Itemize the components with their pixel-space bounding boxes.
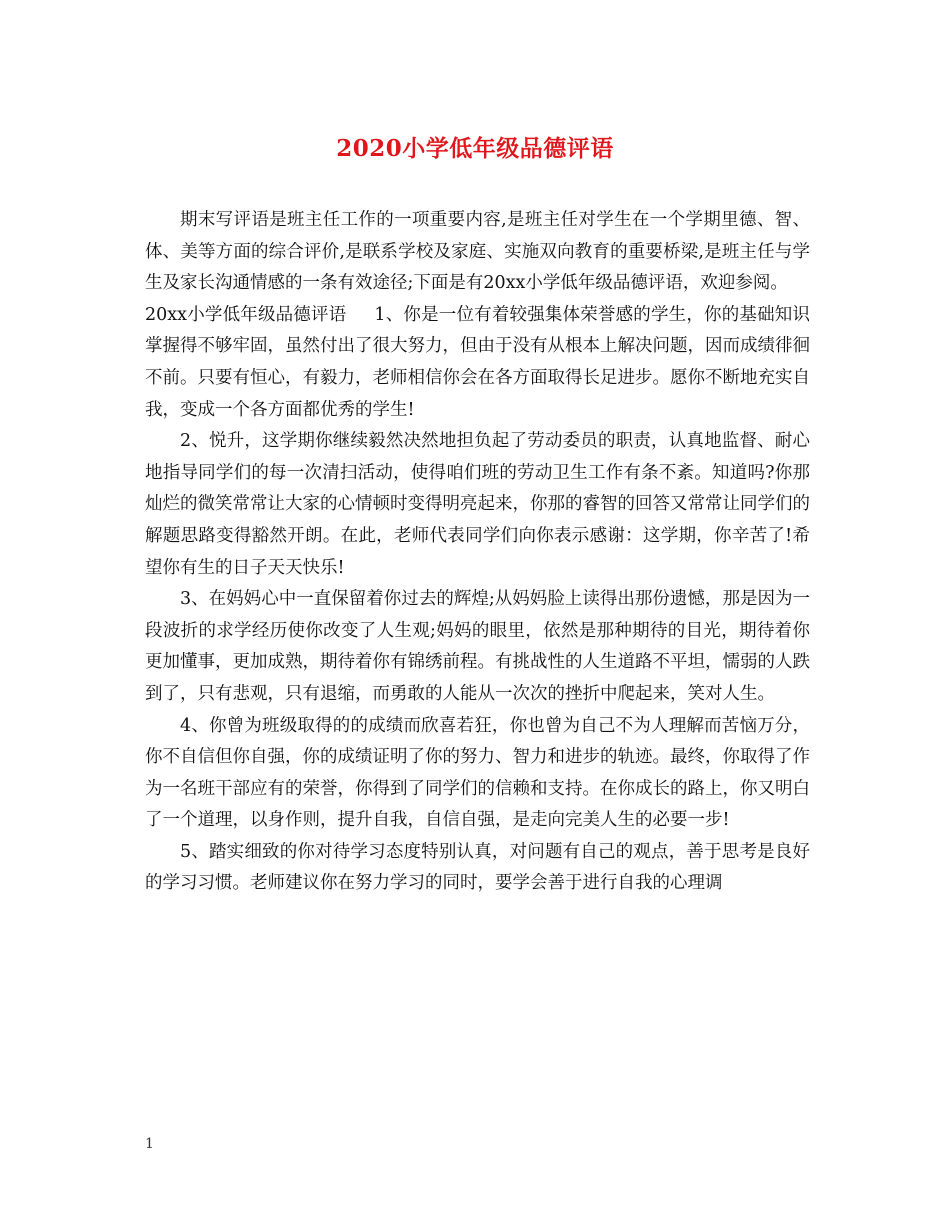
page-number: 1 xyxy=(145,1136,154,1152)
paragraph-3: 3、在妈妈心中一直保留着你过去的辉煌;从妈妈脸上读得出那份遗憾，那是因为一段波折的求学经历使你改变了人生观;妈妈的眼里，依然是那种期待的目光，期待着你更加懂事，更加成熟，期待着你有锦绣前程。有挑战性的人生道路不平坦，懦弱的人跌到了，只有悲观，只有退缩，而勇敢的人能从一次次的挫折中爬起来，笑对人生。 xyxy=(145,589,810,704)
paragraph-5: 5、踏实细致的你对待学习态度特别认真，对问题有自己的观点，善于思考是良好的学习习惯。老师建议你在努力学习的同时，要学会善于进行自我的心理调 xyxy=(145,841,810,894)
section-heading: 20xx小学低年级品德评语 xyxy=(145,304,347,325)
intro-paragraph: 期末写评语是班主任工作的一项重要内容,是班主任对学生在一个学期里德、智、体、美等方面的综合评价,是联系学校及家庭、实施双向教育的重要桥梁,是班主任与学生及家长沟通情感的一条有效途径;下面是有20xx小学低年级品德评语，欢迎参阅。 xyxy=(145,210,810,294)
document-body xyxy=(145,205,810,900)
paragraph-1-text: 1、你是一位有着较强集体荣誉感的学生，你的基础知识掌握得不够牢固，虽然付出了很大努力，但由于没有从根本上解决问题，因而成绩徘徊不前。只要有恒心，有毅力，老师相信你会在各方面取得长足进步。愿你不断地充实自我，变成一个各方面都优秀的学生! xyxy=(145,304,810,420)
paragraph-4: 4、你曾为班级取得的的成绩而欣喜若狂，你也曾为自己不为人理解而苦恼万分，你不自信但你自强，你的成绩证明了你的努力、智力和进步的轨迹。最终，你取得了作为一名班干部应有的荣誉，你得到了同学们的信赖和支持。在你成长的路上，你又明白了一个道理，以身作则，提升自我，自信自强，是走向完美人生的必要一步! xyxy=(145,715,810,831)
section-paragraph-1 xyxy=(145,300,810,426)
paragraph-2: 2、悦升，这学期你继续毅然决然地担负起了劳动委员的职责，认真地监督、耐心地指导同学们的每一次清扫活动，使得咱们班的劳动卫生工作有条不紊。知道吗?你那灿烂的微笑常常让大家的心情顿时变得明亮起来，你那的睿智的回答又常常让同学们的解题思路变得豁然开朗。在此，老师代表同学们向你表示感谢：这学期，你辛苦了!希望你有生的日子天天快乐! xyxy=(145,431,810,578)
document-title: 2020小学低年级品德评语 xyxy=(336,135,614,162)
